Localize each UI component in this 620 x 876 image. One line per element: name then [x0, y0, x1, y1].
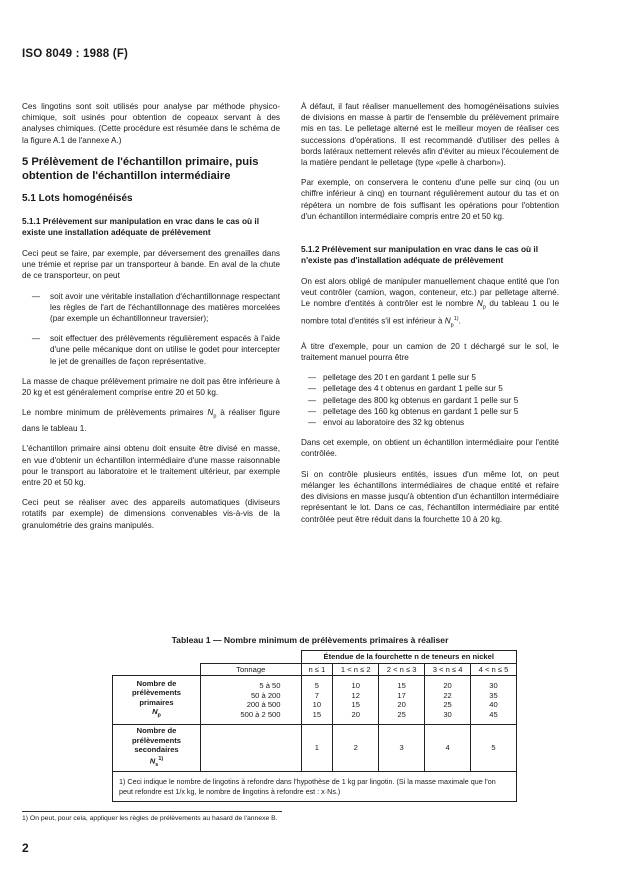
- value-cell: 4: [425, 725, 471, 772]
- list-item: — pelletage des 20 t en gardant 1 pelle sur 5: [307, 373, 476, 383]
- secondary-label: Nombre de prélèvements secondaires $N_s^{1)}$: [113, 725, 201, 772]
- value-cell: 5: [471, 725, 517, 772]
- table-row: [113, 676, 517, 725]
- table-note-row: [113, 772, 517, 802]
- section-5-1-1-title: 5.1.1 Prélèvement sur manipulation en vrac dans le cas où il existe une installation adéquate de prélèvement: [22, 216, 260, 238]
- treatment-list: [301, 372, 559, 428]
- table-header-row: [113, 651, 517, 664]
- document-header: ISO 8049 : 1988 (F): [22, 48, 129, 60]
- primary-label: Nombre de prélèvements primaires $N_p$: [113, 676, 201, 725]
- list-item: — envoi au laboratoire des 32 kg obtenus: [307, 418, 465, 428]
- range-col: n ≤ 1: [301, 663, 333, 676]
- section-5-1-title: 5.1 Lots homogénéisés: [22, 192, 133, 204]
- paragraph: On est alors obligé de manipuler manuellement chaque entité que l'on veut contrôler (camion, wagon, conteneur, etc.) par pelletage alterné. Le nombre d'entités à contrôler est le nombre $N_p$ du tableau 1 ou le nombre total d'entités s'il est inférieur à $N_p^{1)}$.: [301, 277, 559, 329]
- tonnage-cell: 5 à 50 50 à 200 200 à 500 500 à 2 500: [201, 676, 302, 725]
- value-cell: 15 17 20 25: [379, 676, 425, 725]
- footnote: 1) On peut, pour cela, appliquer les règles de prélèvements au hasard de l'annexe B.: [22, 815, 278, 822]
- value-cell: 5 7 10 15: [301, 676, 333, 725]
- table-header-row: [113, 663, 517, 676]
- dash-item: — soit avoir une véritable installation d'échantillonnage respectant les règles de l'art de l'échantillonnage des matières morcelées (par exemple un échantillonneur traversier);: [31, 291, 280, 324]
- range-col: 4 < n ≤ 5: [471, 663, 517, 676]
- dash-item: — soit effectuer des prélèvements régulièrement espacés à l'aide d'une pelle mécanique dont on utilise le godet pour intercepter le jet de grenailles de façon représentative.: [31, 334, 280, 366]
- paragraph: Si on contrôle plusieurs entités, issues d'un même lot, on peut mélanger les échantillons intermédiaires de chaque entité et refaire des divisions en masse jusqu'à obtention d'un échantillon intermédiaire représentant le lot. Dans ce cas, l'échantillon intermédiaire par entité contrôlée peut être réduit dans la fourchette 10 à 20 kg.: [301, 469, 559, 524]
- section-5-title: 5 Prélèvement de l'échantillon primaire, puis obtention de l'échantillon intermédiaire: [22, 155, 259, 182]
- range-header: Étendue de la fourchette n de teneurs en nickel: [301, 651, 517, 664]
- list-item: — pelletage des 4 t obtenus en gardant 1 pelle sur 5: [307, 384, 503, 394]
- right-column: [301, 101, 559, 534]
- range-col: 3 < n ≤ 4: [425, 663, 471, 676]
- paragraph: Le nombre minimum de prélèvements primaires $N_p$ à réaliser figure dans le tableau 1.: [22, 408, 280, 434]
- table-note: 1) Ceci indique le nombre de lingotins à refondre dans l'hypothèse de 1 kg par lingotin. (Si la masse maximale que l'on peut refondre est 1/x kg, le nombre de lingotins à refondre est : x·Ns.): [113, 772, 517, 802]
- tonnage-cell: [201, 725, 302, 772]
- sampling-table: [112, 650, 517, 802]
- page-number: 2: [22, 841, 29, 855]
- paragraph: Ceci peut se faire, par exemple, par déversement des grenailles dans une trémie et reprise par un transporteur à bande. En aval de la chute de ce transporteur, on peut: [22, 249, 280, 281]
- list-item: — pelletage des 800 kg obtenus en gardant 1 pelle sur 5: [307, 395, 519, 405]
- paragraph: La masse de chaque prélèvement primaire ne doit pas être inférieure à 20 kg et est généralement comprise entre 20 et 50 kg.: [22, 376, 280, 398]
- value-cell: 2: [333, 725, 379, 772]
- paragraph: L'échantillon primaire ainsi obtenu doit ensuite être divisé en masse, en vue d'obtenir un échantillon intermédiaire d'une masse raisonnable pour le transport au laboratoire et le traitement ultérieur, par exemple entre 20 et 50 kg.: [22, 444, 280, 487]
- intro-paragraph: Ces lingotins sont soit utilisés pour analyse par méthode physico-chimique, soit usinés pour obtention de copeaux servant à des analyses chimiques. (Cette procédure est résumée dans le schéma de la figure A.1 de l'annexe A.): [22, 102, 280, 145]
- value-cell: 3: [379, 725, 425, 772]
- list-item: — pelletage des 160 kg obtenus en gardant 1 pelle sur 5: [307, 406, 519, 416]
- range-col: 1 < n ≤ 2: [333, 663, 379, 676]
- paragraph: À titre d'exemple, pour un camion de 20 t déchargé sur le sol, le traitement manuel pourra être: [301, 341, 559, 363]
- left-column: [22, 101, 280, 540]
- tonnage-header: Tonnage: [201, 663, 302, 676]
- table-title: Tableau 1 — Nombre minimum de prélèvements primaires à réaliser: [171, 635, 449, 645]
- paragraph: Par exemple, on conservera le contenu d'une pelle sur cinq (ou un chiffre inférieur à cinq) en tournant régulièrement autour du tas et on répétera un nombre de fois suffisant les opérations pour l'obtention d'un échantillon intermédiaire compris entre 20 et 50 kg.: [301, 178, 559, 221]
- paragraph: Ceci peut se réaliser avec des appareils automatiques (diviseurs rotatifs par exemple) de dimensions convenables vis-à-vis de la granulométrie des grains manipulés.: [22, 498, 280, 530]
- value-cell: 10 12 15 20: [333, 676, 379, 725]
- value-cell: 1: [301, 725, 333, 772]
- table-row: [113, 725, 517, 772]
- footnote-divider: [22, 811, 282, 812]
- value-cell: 30 35 40 45: [471, 676, 517, 725]
- value-cell: 20 22 25 30: [425, 676, 471, 725]
- paragraph: À défaut, il faut réaliser manuellement des homogénéisations suivies de divisions en masse à partir de l'ensemble du prélèvement primaire mis en tas. Le pelletage alterné est le meilleur moyen de réaliser ces successions d'opérations. Il est recommandé d'utiliser des pelles à bords latéraux nettement relevés afin d'éviter au mieux l'écoulement de la matière pendant le pelletage (type «pelle à charbon»).: [301, 102, 559, 168]
- range-col: 2 < n ≤ 3: [379, 663, 425, 676]
- paragraph: Dans cet exemple, on obtient un échantillon intermédiaire pour l'entité contrôlée.: [301, 438, 559, 459]
- section-5-1-2-title: 5.1.2 Prélèvement sur manipulation en vrac dans le cas où il n'existe pas d'installation adéquate de prélèvement: [301, 244, 539, 266]
